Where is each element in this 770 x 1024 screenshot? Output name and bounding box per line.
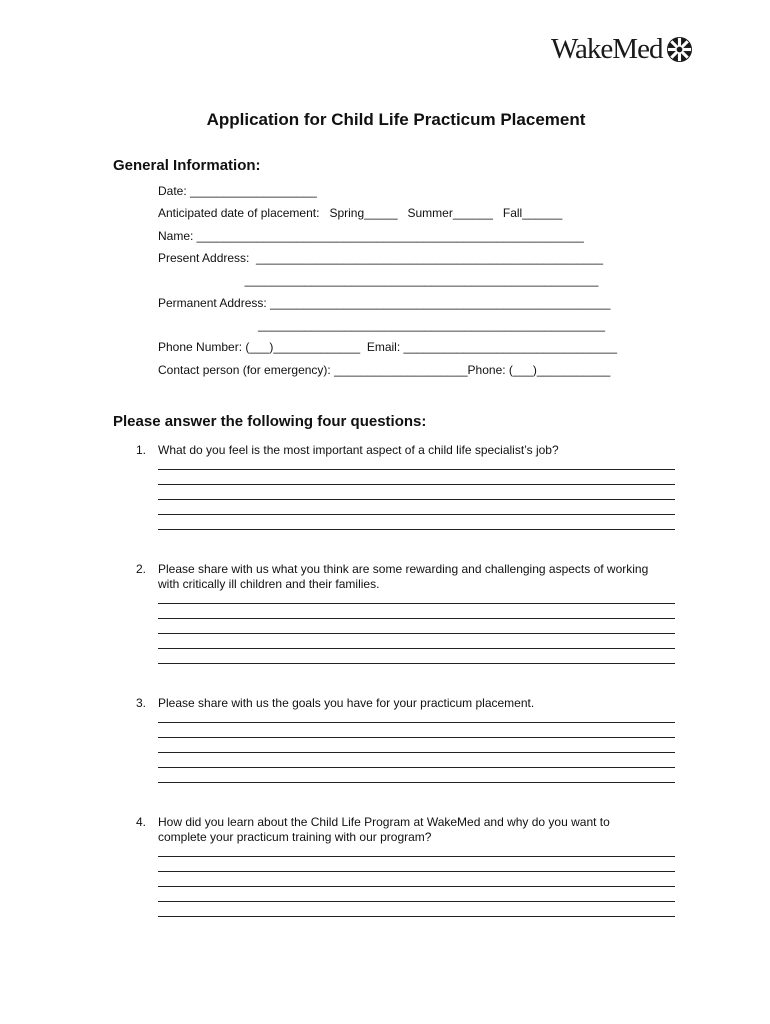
page-title: Application for Child Life Practicum Placement	[206, 110, 586, 129]
answer-line[interactable]	[158, 514, 675, 515]
question-text-line: How did you learn about the Child Life Program at WakeMed and why do you want to	[158, 815, 610, 829]
question-number: 3.	[136, 696, 147, 710]
answer-line[interactable]	[158, 663, 675, 664]
question-text-line: What do you feel is the most important aspect of a child life specialist’s job?	[158, 443, 559, 457]
answer-line[interactable]	[158, 648, 675, 649]
general-information-heading: General Information:	[113, 157, 261, 174]
permanent-address-line-2[interactable]: ____________________________________________________	[158, 318, 606, 332]
question-4-text	[158, 815, 678, 845]
answer-line[interactable]	[158, 722, 675, 723]
question-text-line: with critically ill children and their families.	[158, 577, 380, 591]
name-field[interactable]: Name: __________________________________________________________	[158, 229, 584, 243]
answer-line[interactable]	[158, 633, 675, 634]
question-text-line: Please share with us the goals you have for your practicum placement.	[158, 696, 535, 710]
answer-line[interactable]	[158, 737, 675, 738]
answer-line[interactable]	[158, 484, 675, 485]
present-address-line-2[interactable]: _____________________________________________________	[158, 273, 599, 287]
emergency-contact-field[interactable]: Contact person (for emergency): ____________________Phone: (___)___________	[158, 363, 611, 377]
answer-line[interactable]	[158, 603, 675, 604]
question-text-line: complete your practicum training with our program?	[158, 830, 432, 844]
answer-line[interactable]	[158, 767, 675, 768]
question-text-line: Please share with us what you think are some rewarding and challenging aspects of working	[158, 562, 649, 576]
answer-line[interactable]	[158, 901, 675, 902]
answer-line[interactable]	[158, 782, 675, 783]
date-field[interactable]: Date: ___________________	[158, 184, 317, 198]
answer-line[interactable]	[158, 871, 675, 872]
present-address-field[interactable]: Present Address: ____________________________________________________	[158, 251, 604, 265]
logo-text: WakeMed	[551, 33, 663, 65]
answer-line[interactable]	[158, 529, 675, 530]
question-number: 4.	[136, 815, 147, 829]
wakemed-logo	[551, 33, 693, 66]
answer-line[interactable]	[158, 618, 675, 619]
answer-line[interactable]	[158, 916, 675, 917]
wakemed-emblem-icon	[666, 36, 693, 63]
question-2-text	[158, 562, 678, 592]
question-3-text	[158, 696, 678, 711]
answer-line[interactable]	[158, 856, 675, 857]
question-number: 1.	[136, 443, 147, 457]
answer-line[interactable]	[158, 752, 675, 753]
answer-line[interactable]	[158, 469, 675, 470]
answer-line[interactable]	[158, 499, 675, 500]
question-1-text	[158, 443, 678, 458]
question-number: 2.	[136, 562, 147, 576]
questions-heading: Please answer the following four questions:	[113, 413, 427, 430]
phone-email-field[interactable]: Phone Number: (___)_____________ Email: ________________________________	[158, 340, 618, 354]
answer-line[interactable]	[158, 886, 675, 887]
placement-date-field[interactable]: Anticipated date of placement: Spring_____ Summer______ Fall______	[158, 206, 563, 220]
permanent-address-field[interactable]: Permanent Address: ___________________________________________________	[158, 296, 611, 310]
